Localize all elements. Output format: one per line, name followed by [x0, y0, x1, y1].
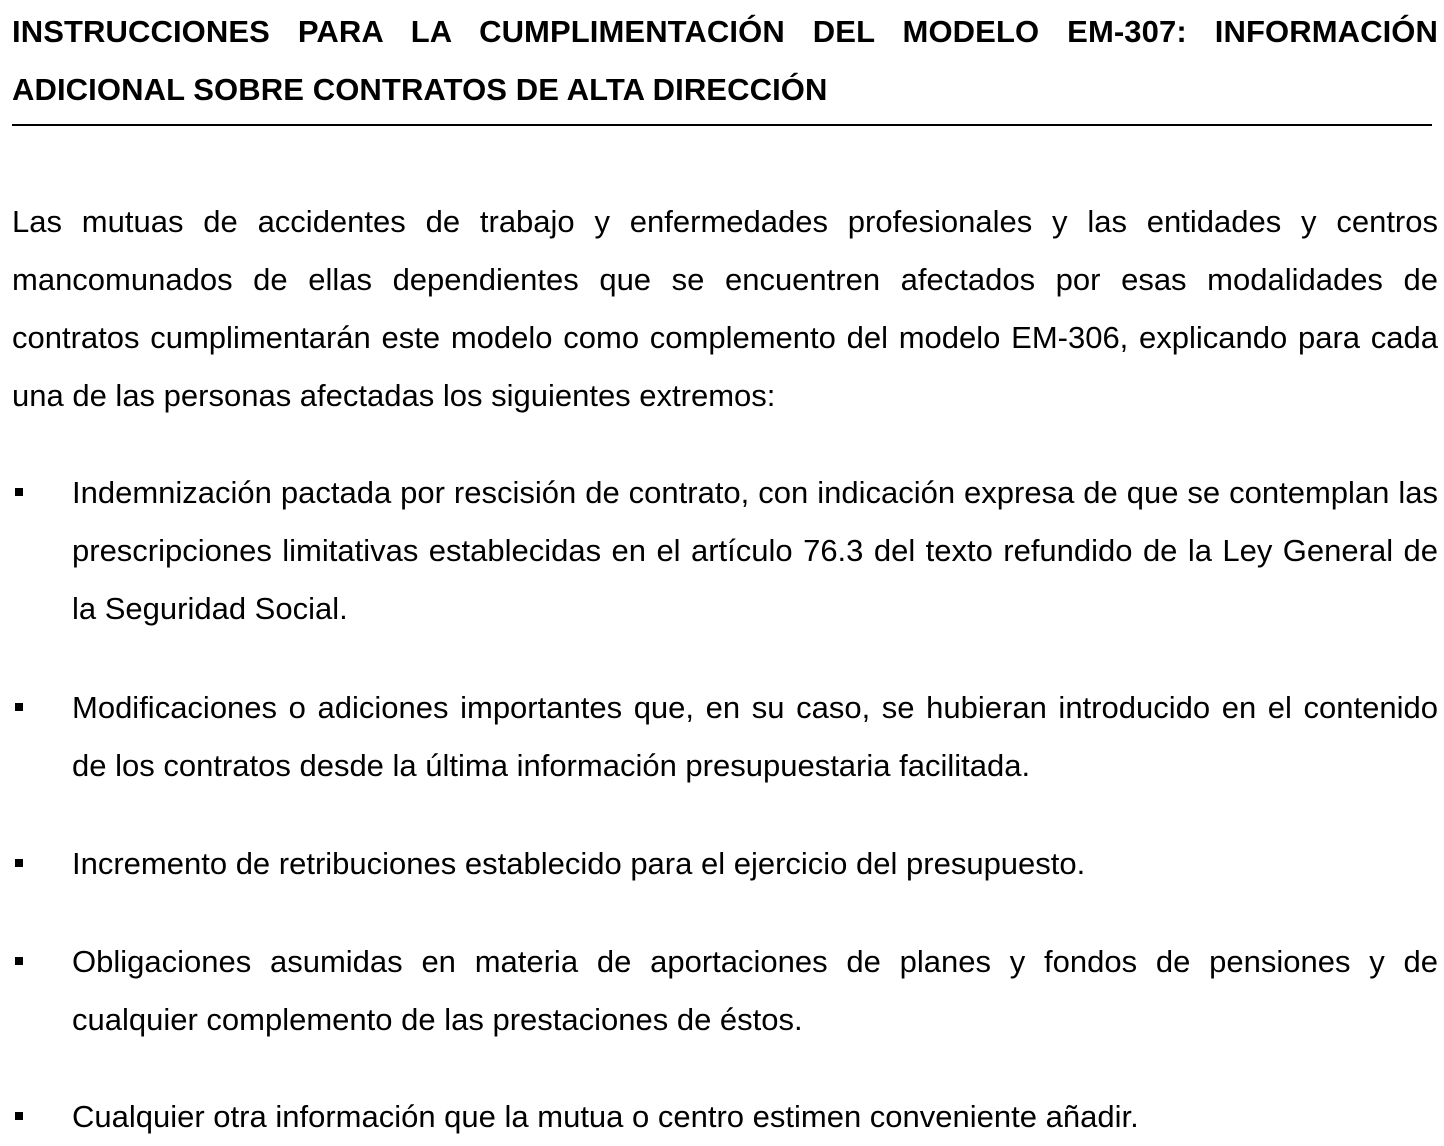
- list-item: [12, 1088, 1438, 1146]
- list-item: [12, 933, 1438, 1049]
- document-page: [12, 0, 1438, 1134]
- square-bullet-icon: [15, 957, 23, 965]
- list-item: [12, 679, 1438, 795]
- intro-paragraph: Las mutuas de accidentes de trabajo y enfermedades profesionales y las entidades y centros mancomunados de ellas dependientes que se encuentren afectados por esas modalidades de contratos cumplimentarán este modelo como complemento del modelo EM-306, explicando para cada una de las personas afectadas los siguientes extremos:: [12, 204, 1438, 413]
- list-item-text: Indemnización pactada por rescisión de contrato, con indicación expresa de que se contemplan las prescripciones limitativas establecidas en el artículo 76.3 del texto refundido de la Ley General de la Seguridad Social.: [72, 475, 1438, 626]
- square-bullet-icon: [15, 859, 23, 867]
- list-item-text: Incremento de retribuciones establecido para el ejercicio del presupuesto.: [72, 846, 1086, 881]
- list-item-text: Cualquier otra información que la mutua o centro estimen conveniente añadir.: [72, 1099, 1139, 1134]
- document-title: INSTRUCCIONES PARA LA CUMPLIMENTACIÓN DEL MODELO EM-307: INFORMACIÓN ADICIONAL SOBRE CONTRATOS DE ALTA DIRECCIÓN: [12, 14, 1438, 107]
- list-item: [12, 464, 1438, 638]
- list-item-text: Obligaciones asumidas en materia de aportaciones de planes y fondos de pensiones y de cualquier complemento de las prestaciones de éstos.: [72, 944, 1438, 1037]
- list-item-text: Modificaciones o adiciones importantes que, en su caso, se hubieran introducido en el contenido de los contratos desde la última información presupuestaria facilitada.: [72, 690, 1438, 783]
- list-item: [12, 835, 1438, 893]
- square-bullet-icon: [15, 1112, 23, 1120]
- square-bullet-icon: [15, 703, 23, 711]
- square-bullet-icon: [15, 488, 23, 496]
- title-divider: [12, 124, 1432, 126]
